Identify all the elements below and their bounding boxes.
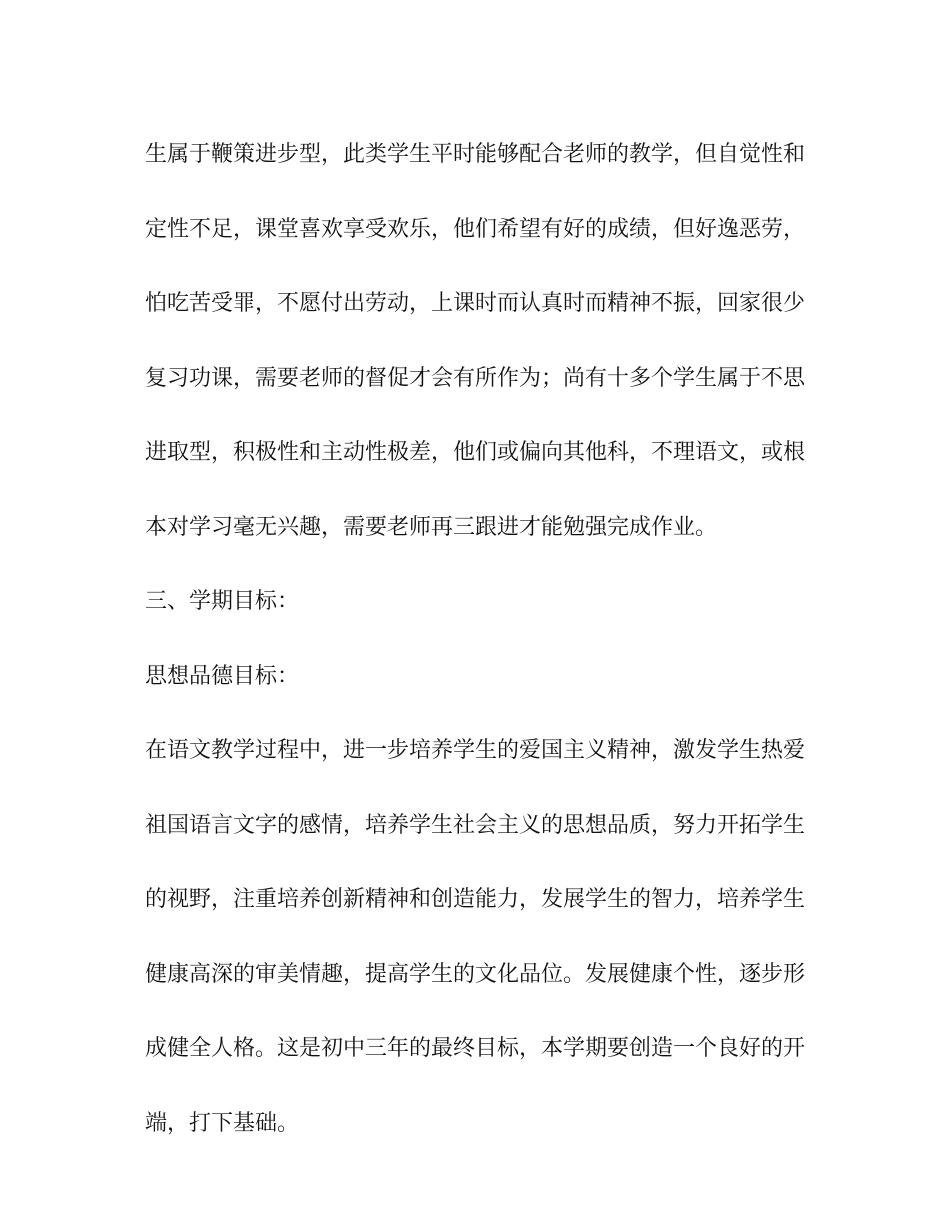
text-line: 成健全人格。这是初中三年的最终目标，本学期要创造一个良好的开	[145, 1036, 806, 1061]
text-line: 在语文教学过程中，进一步培养学生的爱国主义精神，激发学生热爱	[145, 738, 806, 763]
text-line: 的视野，注重培养创新精神和创造能力，发展学生的智力，培养学生	[145, 887, 806, 912]
text-line: 端，打下基础。	[145, 1110, 300, 1136]
text-line: 健康高深的审美情趣，提高学生的文化品位。发展健康个性，逐步形	[145, 961, 806, 987]
subsection-heading: 思想品德目标：	[145, 663, 300, 689]
text-line: 怕吃苦受罪，不愿付出劳动，上课时而认真时而精神不振，回家很少	[145, 291, 806, 316]
text-line: 进取型，积极性和主动性极差，他们或偏向其他科，不理语文，或根	[145, 440, 806, 465]
document-body	[145, 118, 815, 1161]
text-line: 祖国语言文字的感情，培养学生社会主义的思想品质，努力开拓学生	[145, 812, 806, 838]
text-line: 定性不足，课堂喜欢享受欢乐，他们希望有好的成绩，但好逸恶劳，	[145, 216, 806, 242]
text-line: 生属于鞭策进步型，此类学生平时能够配合老师的教学，但自觉性和	[145, 142, 806, 167]
text-line: 本对学习毫无兴趣，需要老师再三跟进才能勉强完成作业。	[145, 514, 718, 540]
text-line: 复习功课，需要老师的督促才会有所作为；尚有十多个学生属于不思	[145, 365, 806, 391]
section-heading: 三、学期目标：	[145, 589, 300, 614]
